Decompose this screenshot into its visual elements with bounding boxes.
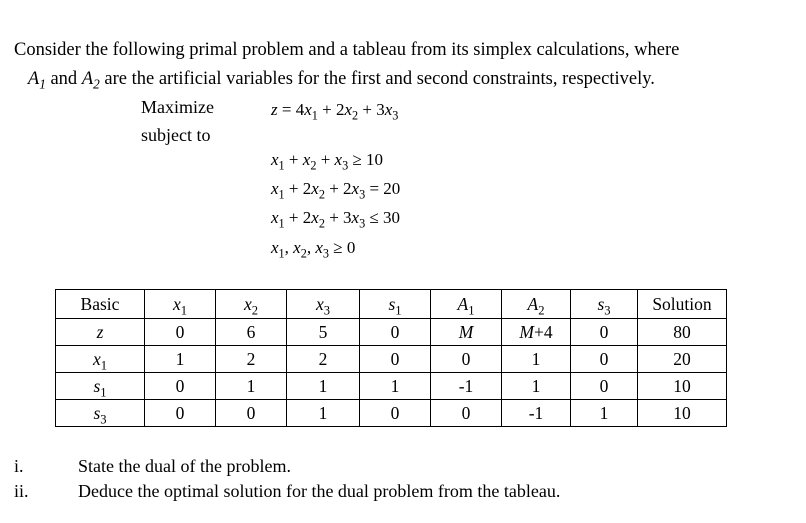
cell: 0 [145,373,216,400]
cell: -1 [502,400,571,427]
cell: 0 [431,346,502,373]
cell: M+4 [502,319,571,346]
tableau-row-s3 [56,400,727,427]
header-solution: Solution [638,290,727,319]
header-s1: $s_1$ [360,290,431,319]
basic-var: $x_1$ [56,346,145,373]
header-a2: $A_2$ [502,290,571,319]
cell: 0 [360,319,431,346]
cell: 1 [145,346,216,373]
artificial-var-a2: $A_2$ [81,69,100,92]
cell: 1 [216,373,287,400]
cell: 0 [145,400,216,427]
cell: 6 [216,319,287,346]
tableau-header-row [56,290,727,319]
constraint-3: $x_1 + 2x_2 + 3x_3 \le 30$ [271,208,401,231]
cell: 0 [571,346,638,373]
header-a1: $A_1$ [431,290,502,319]
cell: 1 [502,346,571,373]
question-1-number: i. [14,456,24,476]
cell: 1 [287,400,360,427]
cell: 0 [571,373,638,400]
question-2-text: Deduce the optimal solution for the dual problem from the tableau. [78,481,561,501]
intro-line-1: Consider the following primal problem and a tableau from its simplex calculations, where [14,40,680,60]
constraint-1: $x_1 + x_2 + x_3 \ge 10$ [271,150,384,173]
cell: 1 [502,373,571,400]
objective-function: $z = 4x_1 + 2x_2 + 3x_3$ [271,100,399,123]
artificial-var-a1: $A_1$ [27,69,46,92]
header-basic: Basic [56,290,145,319]
cell: 0 [431,400,502,427]
basic-var: $s_1$ [56,373,145,400]
subject-to-label: subject to [141,125,211,145]
basic-var: $s_3$ [56,400,145,427]
cell: 1 [571,400,638,427]
basic-var: z [56,319,145,346]
header-x2: $x_2$ [216,290,287,319]
question-2-number: ii. [14,481,29,501]
cell: 5 [287,319,360,346]
tableau-row-z [56,319,727,346]
maximize-label: Maximize [141,97,214,117]
tableau-row-x1 [56,346,727,373]
header-x3: $x_3$ [287,290,360,319]
simplex-tableau [55,289,727,427]
cell: 0 [216,400,287,427]
cell: 0 [360,400,431,427]
cell: 0 [145,319,216,346]
cell: 0 [571,319,638,346]
constraint-2: $x_1 + 2x_2 + 2x_3 = 20$ [271,179,401,202]
cell: 2 [287,346,360,373]
question-1-text: State the dual of the problem. [78,456,291,476]
cell: 2 [216,346,287,373]
cell: 20 [638,346,727,373]
header-s3: $s_3$ [571,290,638,319]
intro-paragraph [14,36,794,94]
tableau-row-s1 [56,373,727,400]
cell: M [431,319,502,346]
cell: 10 [638,373,727,400]
header-x1: $x_1$ [145,290,216,319]
cell: 0 [360,346,431,373]
cell: 1 [287,373,360,400]
cell: 1 [360,373,431,400]
cell: 80 [638,319,727,346]
cell: -1 [431,373,502,400]
cell: 10 [638,400,727,427]
intro-line-2: $A_1$ and $A_2$ are the artificial variables for the first and second constraints, respectively. [27,69,655,92]
nonnegativity-constraint: $x_1$, $x_2$, $x_3 \ge 0$ [271,238,356,261]
